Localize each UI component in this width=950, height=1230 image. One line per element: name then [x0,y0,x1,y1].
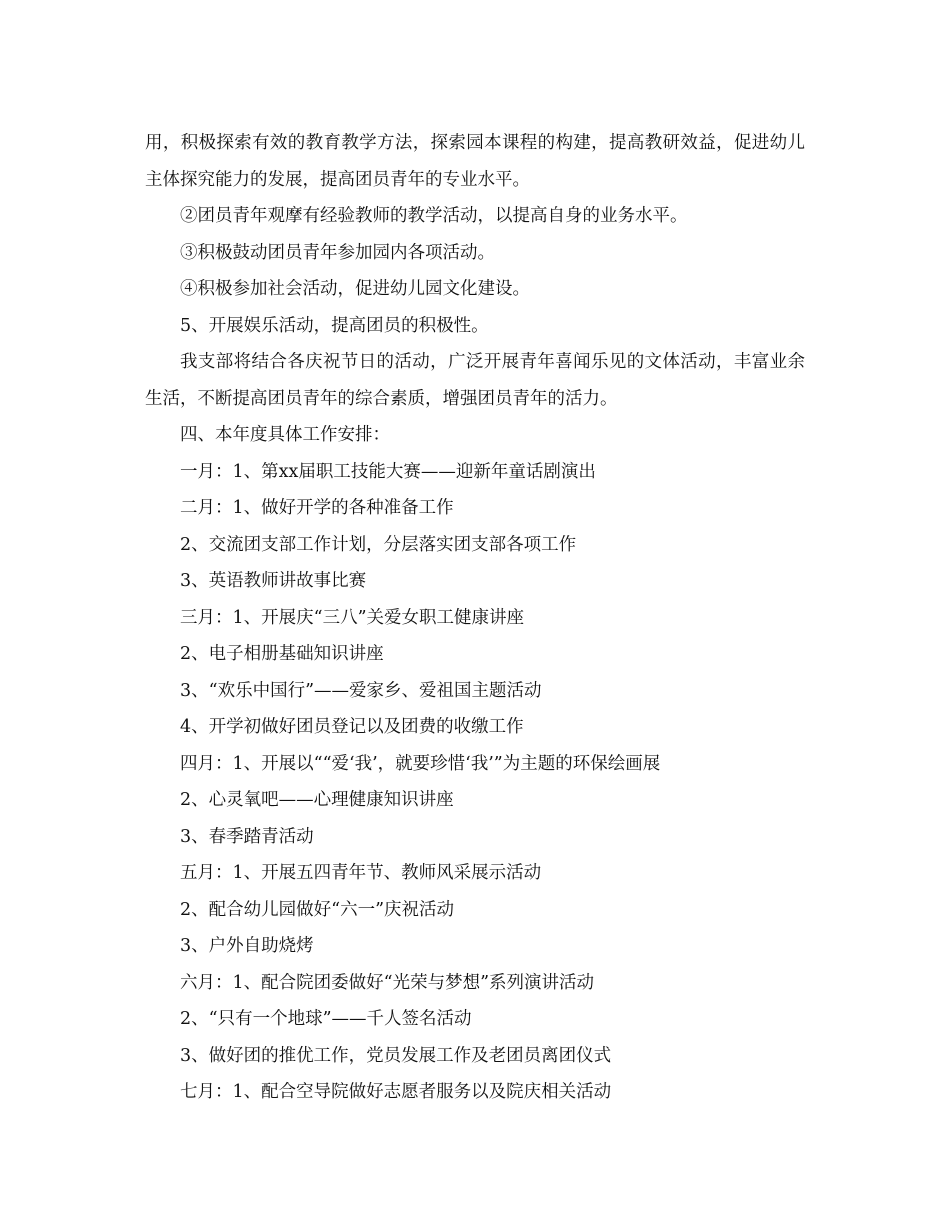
schedule-march: 三月：1、开展庆“三八”关爱女职工健康讲座 [180,607,525,628]
paragraph-continuation: 用，积极探索有效的教育教学方法，探索园本课程的构建，提高教研效益，促进幼儿主体探究能力的发展，提高团员青年的专业水平。 [145,133,805,190]
schedule-item: 2、交流团支部工作计划，分层落实团支部各项工作 [180,534,577,555]
schedule-item: 2、“只有一个地球”——千人签名活动 [180,1009,472,1029]
schedule-item: 4、开学初做好团员登记以及团费的收缴工作 [180,717,524,737]
schedule-may: 五月：1、开展五四青年节、教师风采展示活动 [180,863,542,883]
schedule-item: 3、“欢乐中国行”——爱家乡、爱祖国主题活动 [180,680,542,701]
schedule-april: 四月：1、开展以““爱‘我’，就要珍惜‘我’”为主题的环保绘画展 [180,753,661,774]
paragraph-branch-plan: 我支部将结合各庆祝节日的活动，广泛开展青年喜闻乐见的文体活动，丰富业余生活，不断提高团员青年的综合素质，增强团员青年的活力。 [145,352,805,409]
schedule-item: 3、户外自助烧烤 [180,936,314,956]
paragraph-item-2: ②团员青年观摩有经验教师的教学活动，以提高自身的业务水平。 [180,206,688,226]
schedule-item: 2、电子相册基础知识讲座 [180,644,384,664]
schedule-june: 六月：1、配合院团委做好“光荣与梦想”系列演讲活动 [180,972,595,993]
section-heading-schedule: 四、本年度具体工作安排： [180,425,390,445]
paragraph-item-4: ④积极参加社会活动，促进幼儿园文化建设。 [180,279,530,299]
paragraph-entertainment: 5、开展娱乐活动，提高团员的积极性。 [180,315,489,336]
schedule-july: 七月：1、配合空导院做好志愿者服务以及院庆相关活动 [180,1082,612,1102]
schedule-february: 二月：1、做好开学的各种准备工作 [180,498,454,518]
paragraph-item-3: ③积极鼓动团员青年参加园内各项活动。 [180,242,495,263]
schedule-item: 2、配合幼儿园做好“六一”庆祝活动 [180,899,455,920]
schedule-item: 2、心灵氧吧——心理健康知识讲座 [180,790,454,810]
schedule-item: 3、英语教师讲故事比赛 [180,571,367,591]
document-body [145,125,805,1111]
schedule-item: 3、春季踏青活动 [180,826,314,847]
schedule-item: 3、做好团的推优工作，党员发展工作及老团员离团仪式 [180,1045,612,1066]
schedule-january: 一月：1、第xx届职工技能大赛——迎新年童话剧演出 [180,461,596,482]
